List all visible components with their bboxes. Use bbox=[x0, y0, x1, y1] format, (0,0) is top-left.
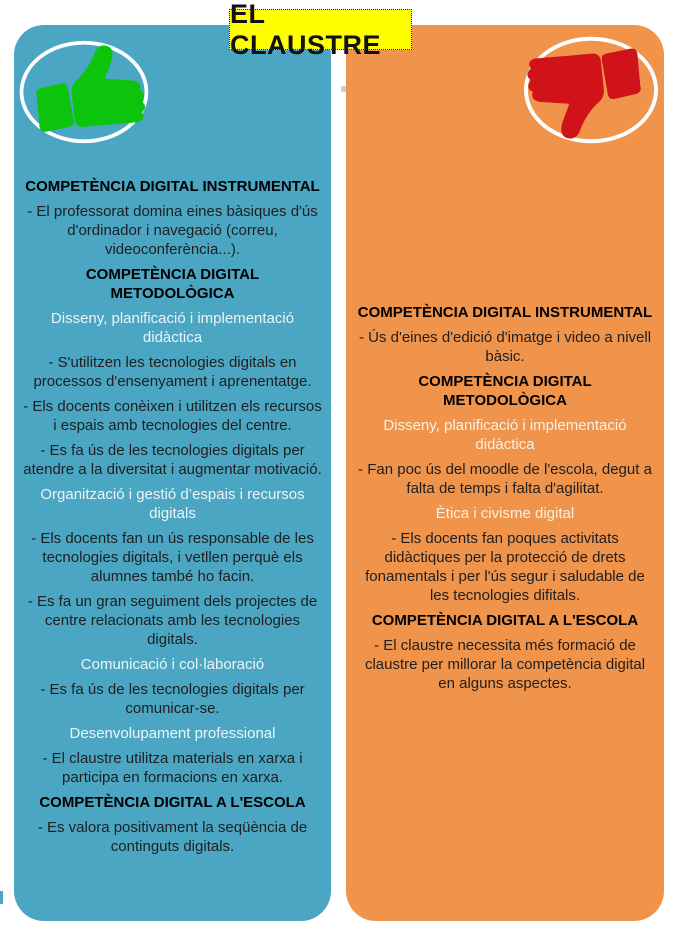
text-paragraph: - El claustre necessita més formació de claustre per millorar la competència digital en alguns aspectes. bbox=[364, 637, 646, 692]
subsection-heading: Disseny, planificació i implementació didàctica bbox=[383, 417, 627, 453]
section-heading: COMPETÈNCIA DIGITAL INSTRUMENTAL bbox=[25, 178, 320, 195]
text-paragraph: - Fan poc ús del moodle de l'escola, degut a falta de temps i falta d'agilitat. bbox=[358, 461, 652, 497]
thumb-hand bbox=[527, 54, 604, 139]
text-paragraph: - Es fa un gran seguiment dels projectes de centre relacionats amb les tecnologies digitals. bbox=[27, 593, 318, 648]
text-paragraph: - Es valora positivament la seqüència de continguts digitals. bbox=[37, 819, 308, 855]
stray-bullet-artifact bbox=[341, 86, 346, 92]
page-title-box bbox=[229, 0, 412, 60]
section-heading: COMPETÈNCIA DIGITAL A L'ESCOLA bbox=[371, 612, 639, 629]
subsection-heading: Disseny, planificació i implementació didàctica bbox=[50, 310, 295, 346]
subsection-heading: Ètica i civisme digital bbox=[435, 505, 575, 522]
text-paragraph: - El professorat domina eines bàsiques d'ús d'ordinador i navegació (correu, videoconferència...). bbox=[27, 203, 318, 258]
text-paragraph: - El claustre utilitza materials en xarxa i participa en formacions en xarxa. bbox=[42, 750, 303, 786]
subsection-heading: Desenvolupament professional bbox=[69, 725, 276, 742]
cons-panel bbox=[346, 25, 664, 921]
subsection-heading: Organització i gestió d’espais i recursos digitals bbox=[40, 486, 305, 522]
edge-artifact bbox=[0, 891, 3, 904]
text-paragraph: - Els docents fan un ús responsable de les tecnologies digitals, i vetllen perquè els alumnes també ho facin. bbox=[31, 530, 314, 585]
section-heading: COMPETÈNCIA DIGITAL METODOLÒGICA bbox=[418, 373, 592, 409]
page-title: EL CLAUSTRE bbox=[230, 0, 381, 60]
text-paragraph: - Es fa ús de les tecnologies digitals per comunicar-se. bbox=[40, 681, 305, 717]
text-paragraph: - Es fa ús de les tecnologies digitals per atendre a la diversitat i augmentar motivació. bbox=[23, 442, 322, 478]
thumb-cuff bbox=[36, 83, 74, 132]
section-heading: COMPETÈNCIA DIGITAL INSTRUMENTAL bbox=[357, 304, 653, 321]
thumbs-down-icon bbox=[522, 31, 660, 149]
text-paragraph: - Els docents conèixen i utilitzen els recursos i espais amb tecnologies del centre. bbox=[23, 398, 322, 434]
thumbs-up-icon bbox=[13, 39, 155, 145]
section-heading: COMPETÈNCIA DIGITAL A L'ESCOLA bbox=[39, 794, 306, 811]
subsection-heading: Comunicació i col·laboració bbox=[80, 656, 265, 673]
thumb-cuff bbox=[602, 48, 641, 99]
pros-content bbox=[14, 25, 331, 856]
pros-panel bbox=[14, 25, 331, 921]
thumb-hand bbox=[72, 45, 145, 127]
text-paragraph: - S'utilitzen les tecnologies digitals en processos d'ensenyament i aprenentatge. bbox=[33, 354, 312, 390]
text-paragraph: - Els docents fan poques activitats didàctiques per la protecció de drets fonamentals i per l'ús segur i saludable de les tecnologies difitals. bbox=[365, 530, 645, 604]
section-heading: COMPETÈNCIA DIGITAL METODOLÒGICA bbox=[85, 266, 260, 302]
text-paragraph: - Ús d'eines d'edició d'imatge i video a nivell bàsic. bbox=[358, 329, 652, 365]
